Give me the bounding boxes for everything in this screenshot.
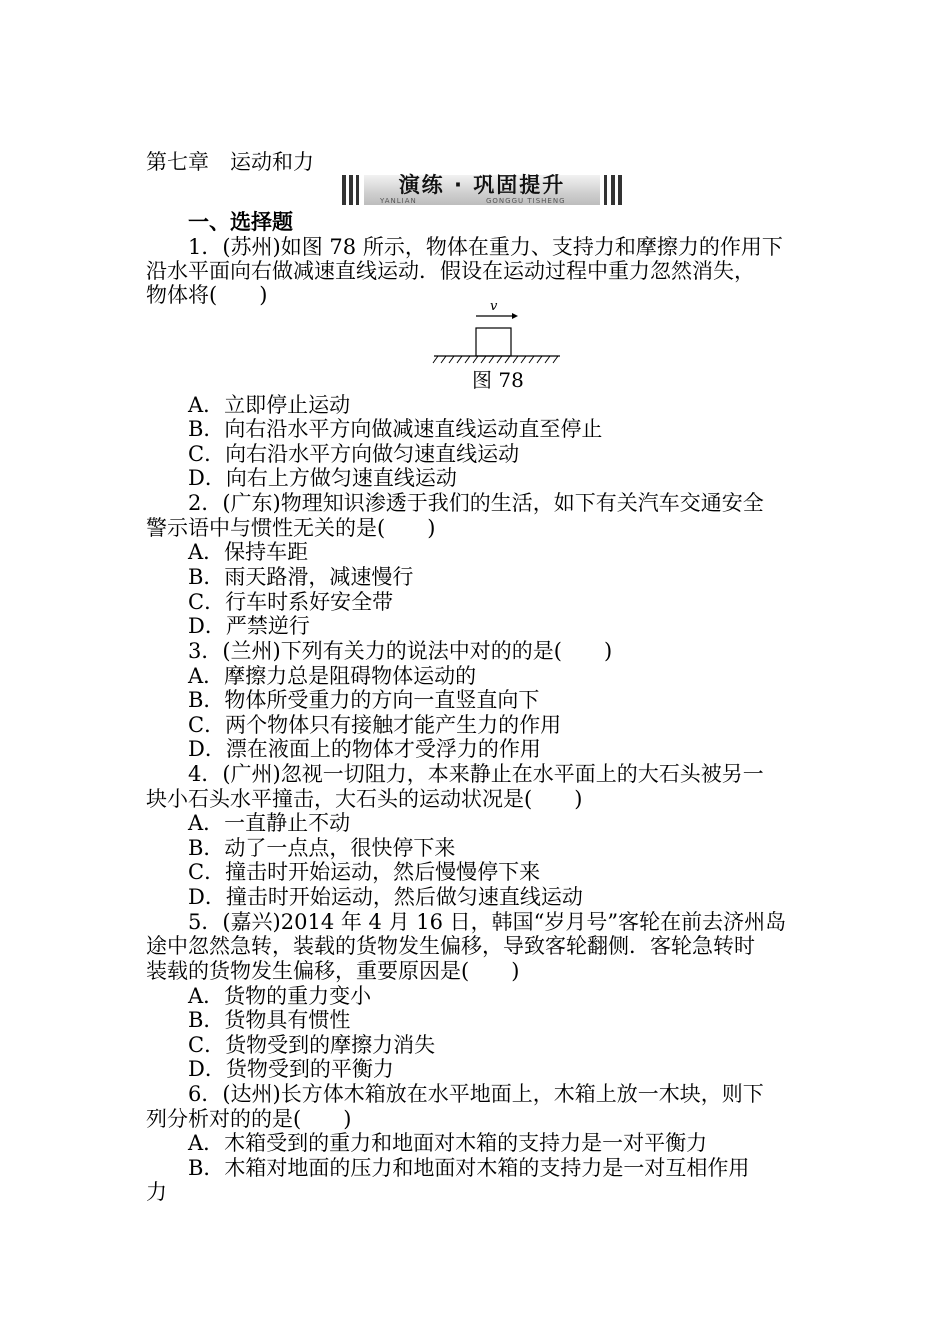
question-2-option-a: A．保持车距 bbox=[188, 540, 309, 564]
question-2-line-2: 警示语中与惯性无关的是( ) bbox=[146, 516, 436, 540]
velocity-arrow-head bbox=[512, 313, 518, 319]
question-1-line-2: 沿水平面向右做减速直线运动．假设在运动过程中重力忽然消失， bbox=[146, 259, 755, 283]
question-5-option-c: C．货物受到的摩擦力消失 bbox=[188, 1033, 436, 1057]
question-1-option-a: A．立即停止运动 bbox=[188, 393, 351, 417]
banner-title: 演练 · 巩固提升 bbox=[398, 173, 566, 197]
question-5-option-d: D．货物受到的平衡力 bbox=[188, 1057, 394, 1081]
block bbox=[476, 328, 511, 356]
question-2-option-c: C．行车时系好安全带 bbox=[188, 590, 394, 614]
question-3-option-b: B．物体所受重力的方向一直竖直向下 bbox=[188, 688, 540, 712]
question-5-line-2: 途中忽然急转，装载的货物发生偏移，导致客轮翻侧．客轮急转时 bbox=[146, 934, 755, 958]
question-4-option-d: D．撞击时开始运动，然后做匀速直线运动 bbox=[188, 885, 583, 909]
question-2-option-d: D．严禁逆行 bbox=[188, 614, 310, 638]
question-2-line-1: 2．(广东)物理知识渗透于我们的生活，如下有关汽车交通安全 bbox=[188, 491, 764, 515]
question-4-option-a: A．一直静止不动 bbox=[188, 811, 351, 835]
figure-78-block-diagram bbox=[432, 296, 564, 366]
question-6-line-2: 列分析对的的是( ) bbox=[146, 1107, 352, 1131]
practice-banner bbox=[340, 173, 624, 209]
question-6-option-b-continued: 力 bbox=[146, 1180, 167, 1204]
figure-caption: 图 78 bbox=[472, 368, 524, 392]
question-4-option-c: C．撞击时开始运动，然后慢慢停下来 bbox=[188, 860, 541, 884]
velocity-label: v bbox=[490, 299, 498, 314]
banner-subtitle-right: GONGGU TISHENG bbox=[486, 197, 566, 205]
question-3-option-a: A．摩擦力总是阻碍物体运动的 bbox=[188, 664, 477, 688]
ground-hatching bbox=[433, 356, 558, 363]
question-6-line-1: 6．(达州)长方体木箱放在水平地面上，木箱上放一木块，则下 bbox=[188, 1082, 764, 1106]
question-5-line-1: 5．(嘉兴)2014 年 4 月 16 日，韩国“岁月号”客轮在前去济州岛 bbox=[188, 910, 787, 934]
question-4-line-2: 块小石头水平撞击，大石头的运动状况是( ) bbox=[146, 787, 583, 811]
question-6-option-a: A．木箱受到的重力和地面对木箱的支持力是一对平衡力 bbox=[188, 1131, 708, 1155]
question-5-option-b: B．货物具有惯性 bbox=[188, 1008, 351, 1032]
section-heading: 一、选择题 bbox=[188, 210, 293, 234]
question-5-line-3: 装载的货物发生偏移，重要原因是( ) bbox=[146, 959, 520, 983]
question-1-option-d: D．向右上方做匀速直线运动 bbox=[188, 466, 457, 490]
question-4-line-1: 4．(广州)忽视一切阻力，本来静止在水平面上的大石头被另一 bbox=[188, 762, 764, 786]
question-3-option-c: C．两个物体只有接触才能产生力的作用 bbox=[188, 713, 562, 737]
question-6-option-b: B．木箱对地面的压力和地面对木箱的支持力是一对互相作用 bbox=[188, 1156, 750, 1180]
question-5-option-a: A．货物的重力变小 bbox=[188, 984, 372, 1008]
chapter-title: 第七章 运动和力 bbox=[146, 150, 314, 174]
question-1-option-c: C．向右沿水平方向做匀速直线运动 bbox=[188, 442, 520, 466]
question-1-line-1: 1．(苏州)如图 78 所示，物体在重力、支持力和摩擦力的作用下 bbox=[188, 235, 783, 259]
question-4-option-b: B．动了一点点，很快停下来 bbox=[188, 836, 456, 860]
question-1-line-3: 物体将( ) bbox=[146, 283, 268, 307]
question-1-option-b: B．向右沿水平方向做减速直线运动直至停止 bbox=[188, 417, 603, 441]
question-2-option-b: B．雨天路滑，减速慢行 bbox=[188, 565, 414, 589]
question-3-line-1: 3．(兰州)下列有关力的说法中对的的是( ) bbox=[188, 639, 613, 663]
banner-subtitle-left: YANLIAN bbox=[380, 197, 417, 205]
question-3-option-d: D．漂在液面上的物体才受浮力的作用 bbox=[188, 737, 541, 761]
